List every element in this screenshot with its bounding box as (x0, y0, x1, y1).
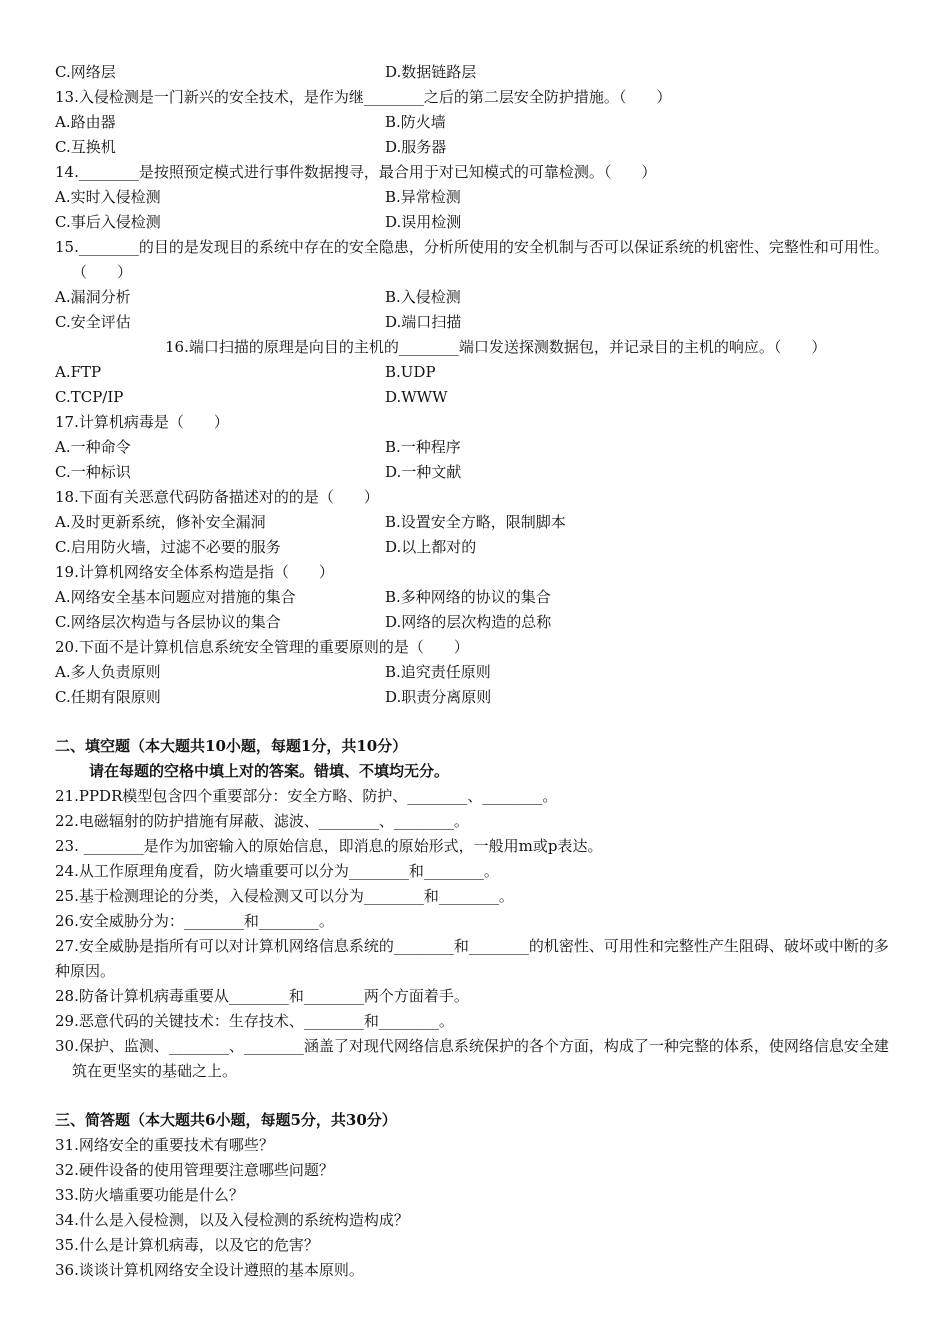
short-answer-question: 32.硬件设备的使用管理要注意哪些问题？ (55, 1161, 334, 1179)
option-c: C.事后入侵检测 (55, 213, 161, 231)
option-row (55, 135, 895, 160)
option-row (55, 285, 895, 310)
option-row (55, 110, 895, 135)
question-18: 18.下面有关恶意代码防备描述对的的是（ ） (55, 488, 379, 506)
fill-question: 26.安全威胁分为：________和________。 (55, 912, 334, 930)
section-instructions: 请在每题的空格中填上对的答案。错填、不填均无分。 (89, 762, 450, 780)
option-row (55, 310, 895, 335)
exam-page (55, 60, 895, 1283)
option-a: A.一种命令 (55, 438, 131, 456)
option-a: A.漏洞分析 (55, 288, 131, 306)
option-row (55, 510, 895, 535)
option-d: D.职责分离原则 (385, 688, 492, 706)
option-row (55, 385, 895, 410)
option-row (55, 185, 895, 210)
option-row (55, 660, 895, 685)
option-d: D.网络的层次构造的总称 (385, 613, 552, 631)
fill-question: 30.保护、监测、________、________涵盖了对现代网络信息系统保护的各个方面，构成了一种完整的体系，使网络信息安全建筑在更坚实的基础之上。 (55, 1037, 889, 1080)
option-c: C.网络层次构造与各层协议的集合 (55, 613, 281, 631)
question-14: 14.________是按照预定模式进行事件数据搜寻，最合用于对已知模式的可靠检测。（ ） (55, 163, 657, 181)
option-row (55, 435, 895, 460)
option-a: A.及时更新系统，修补安全漏洞 (55, 513, 266, 531)
question-16: 16.端口扫描的原理是向目的主机的________端口发送探测数据包，并记录目的主机的响应。（ ） (165, 338, 827, 356)
option-row (55, 535, 895, 560)
option-d: D.一种文献 (385, 463, 462, 481)
short-answer-question: 34.什么是入侵检测，以及入侵检测的系统构造构成？ (55, 1211, 409, 1229)
option-c: C.网络层 (55, 63, 116, 81)
option-a: A.网络安全基本问题应对措施的集合 (55, 588, 296, 606)
short-answer-question: 35.什么是计算机病毒，以及它的危害？ (55, 1236, 319, 1254)
option-a: A.多人负责原则 (55, 663, 161, 681)
option-c: C.TCP/IP (55, 388, 124, 406)
short-answer-question: 33.防火墙重要功能是什么？ (55, 1186, 244, 1204)
question-19: 19.计算机网络安全体系构造是指（ ） (55, 563, 334, 581)
option-b: B.UDP (385, 363, 436, 381)
option-b: B.多种网络的协议的集合 (385, 588, 551, 606)
option-b: B.入侵检测 (385, 288, 461, 306)
fill-question: 27.安全威胁是指所有可以对计算机网络信息系统的________和________的机密性、可用性和完整性产生阻碍、破坏或中断的多种原因。 (55, 937, 889, 980)
option-row (55, 610, 895, 635)
option-row (55, 360, 895, 385)
option-a: A.FTP (55, 363, 102, 381)
short-answer-question: 31.网络安全的重要技术有哪些？ (55, 1136, 274, 1154)
fill-question: 28.防备计算机病毒重要从________和________两个方面着手。 (55, 987, 469, 1005)
section-title-fill-blank: 二、填空题（本大题共10小题，每题1分，共10分） (55, 737, 408, 755)
option-a: A.实时入侵检测 (55, 188, 161, 206)
fill-question: 22.电磁辐射的防护措施有屏蔽、滤波、________、________。 (55, 812, 469, 830)
short-answer-question: 36.谈谈计算机网络安全设计遵照的基本原则。 (55, 1261, 364, 1279)
question-20: 20.下面不是计算机信息系统安全管理的重要原则的是（ ） (55, 638, 469, 656)
section-title-short-answer: 三、简答题（本大题共6小题，每题5分，共30分） (55, 1111, 397, 1129)
option-d: D.误用检测 (385, 213, 462, 231)
fill-question: 25.基于检测理论的分类，入侵检测又可以分为________和________。 (55, 887, 514, 905)
option-d: D.数据链路层 (385, 63, 477, 81)
option-b: B.追究责任原则 (385, 663, 491, 681)
option-row (55, 210, 895, 235)
option-c: C.一种标识 (55, 463, 131, 481)
option-b: B.防火墙 (385, 113, 446, 131)
option-d: D.以上都对的 (385, 538, 477, 556)
option-d: D.服务器 (385, 138, 447, 156)
fill-question: 24.从工作原理角度看，防火墙重要可以分为________和________。 (55, 862, 499, 880)
option-row (55, 60, 895, 85)
option-row (55, 585, 895, 610)
option-d: D.端口扫描 (385, 313, 462, 331)
option-row (55, 685, 895, 710)
fill-question: 21.PPDR模型包含四个重要部分：安全方略、防护、________、________。 (55, 787, 558, 805)
option-c: C.启用防火墙，过滤不必要的服务 (55, 538, 281, 556)
option-c: C.任期有限原则 (55, 688, 161, 706)
option-d: D.WWW (385, 388, 448, 406)
option-a: A.路由器 (55, 113, 116, 131)
question-15: 15.________的目的是发现目的系统中存在的安全隐患，分析所使用的安全机制与否可以保证系统的机密性、完整性和可用性。（ ） (55, 238, 889, 281)
option-b: B.一种程序 (385, 438, 461, 456)
fill-question: 23. ________是作为加密输入的原始信息，即消息的原始形式，一般用m或p表达。 (55, 837, 603, 855)
option-row (55, 460, 895, 485)
option-c: C.互换机 (55, 138, 116, 156)
option-c: C.安全评估 (55, 313, 131, 331)
option-b: B.设置安全方略，限制脚本 (385, 513, 566, 531)
question-13: 13.入侵检测是一门新兴的安全技术，是作为继________之后的第二层安全防护措施。（ ） (55, 88, 672, 106)
question-17: 17.计算机病毒是（ ） (55, 413, 229, 431)
fill-question: 29.恶意代码的关键技术：生存技术、________和________。 (55, 1012, 454, 1030)
option-b: B.异常检测 (385, 188, 461, 206)
